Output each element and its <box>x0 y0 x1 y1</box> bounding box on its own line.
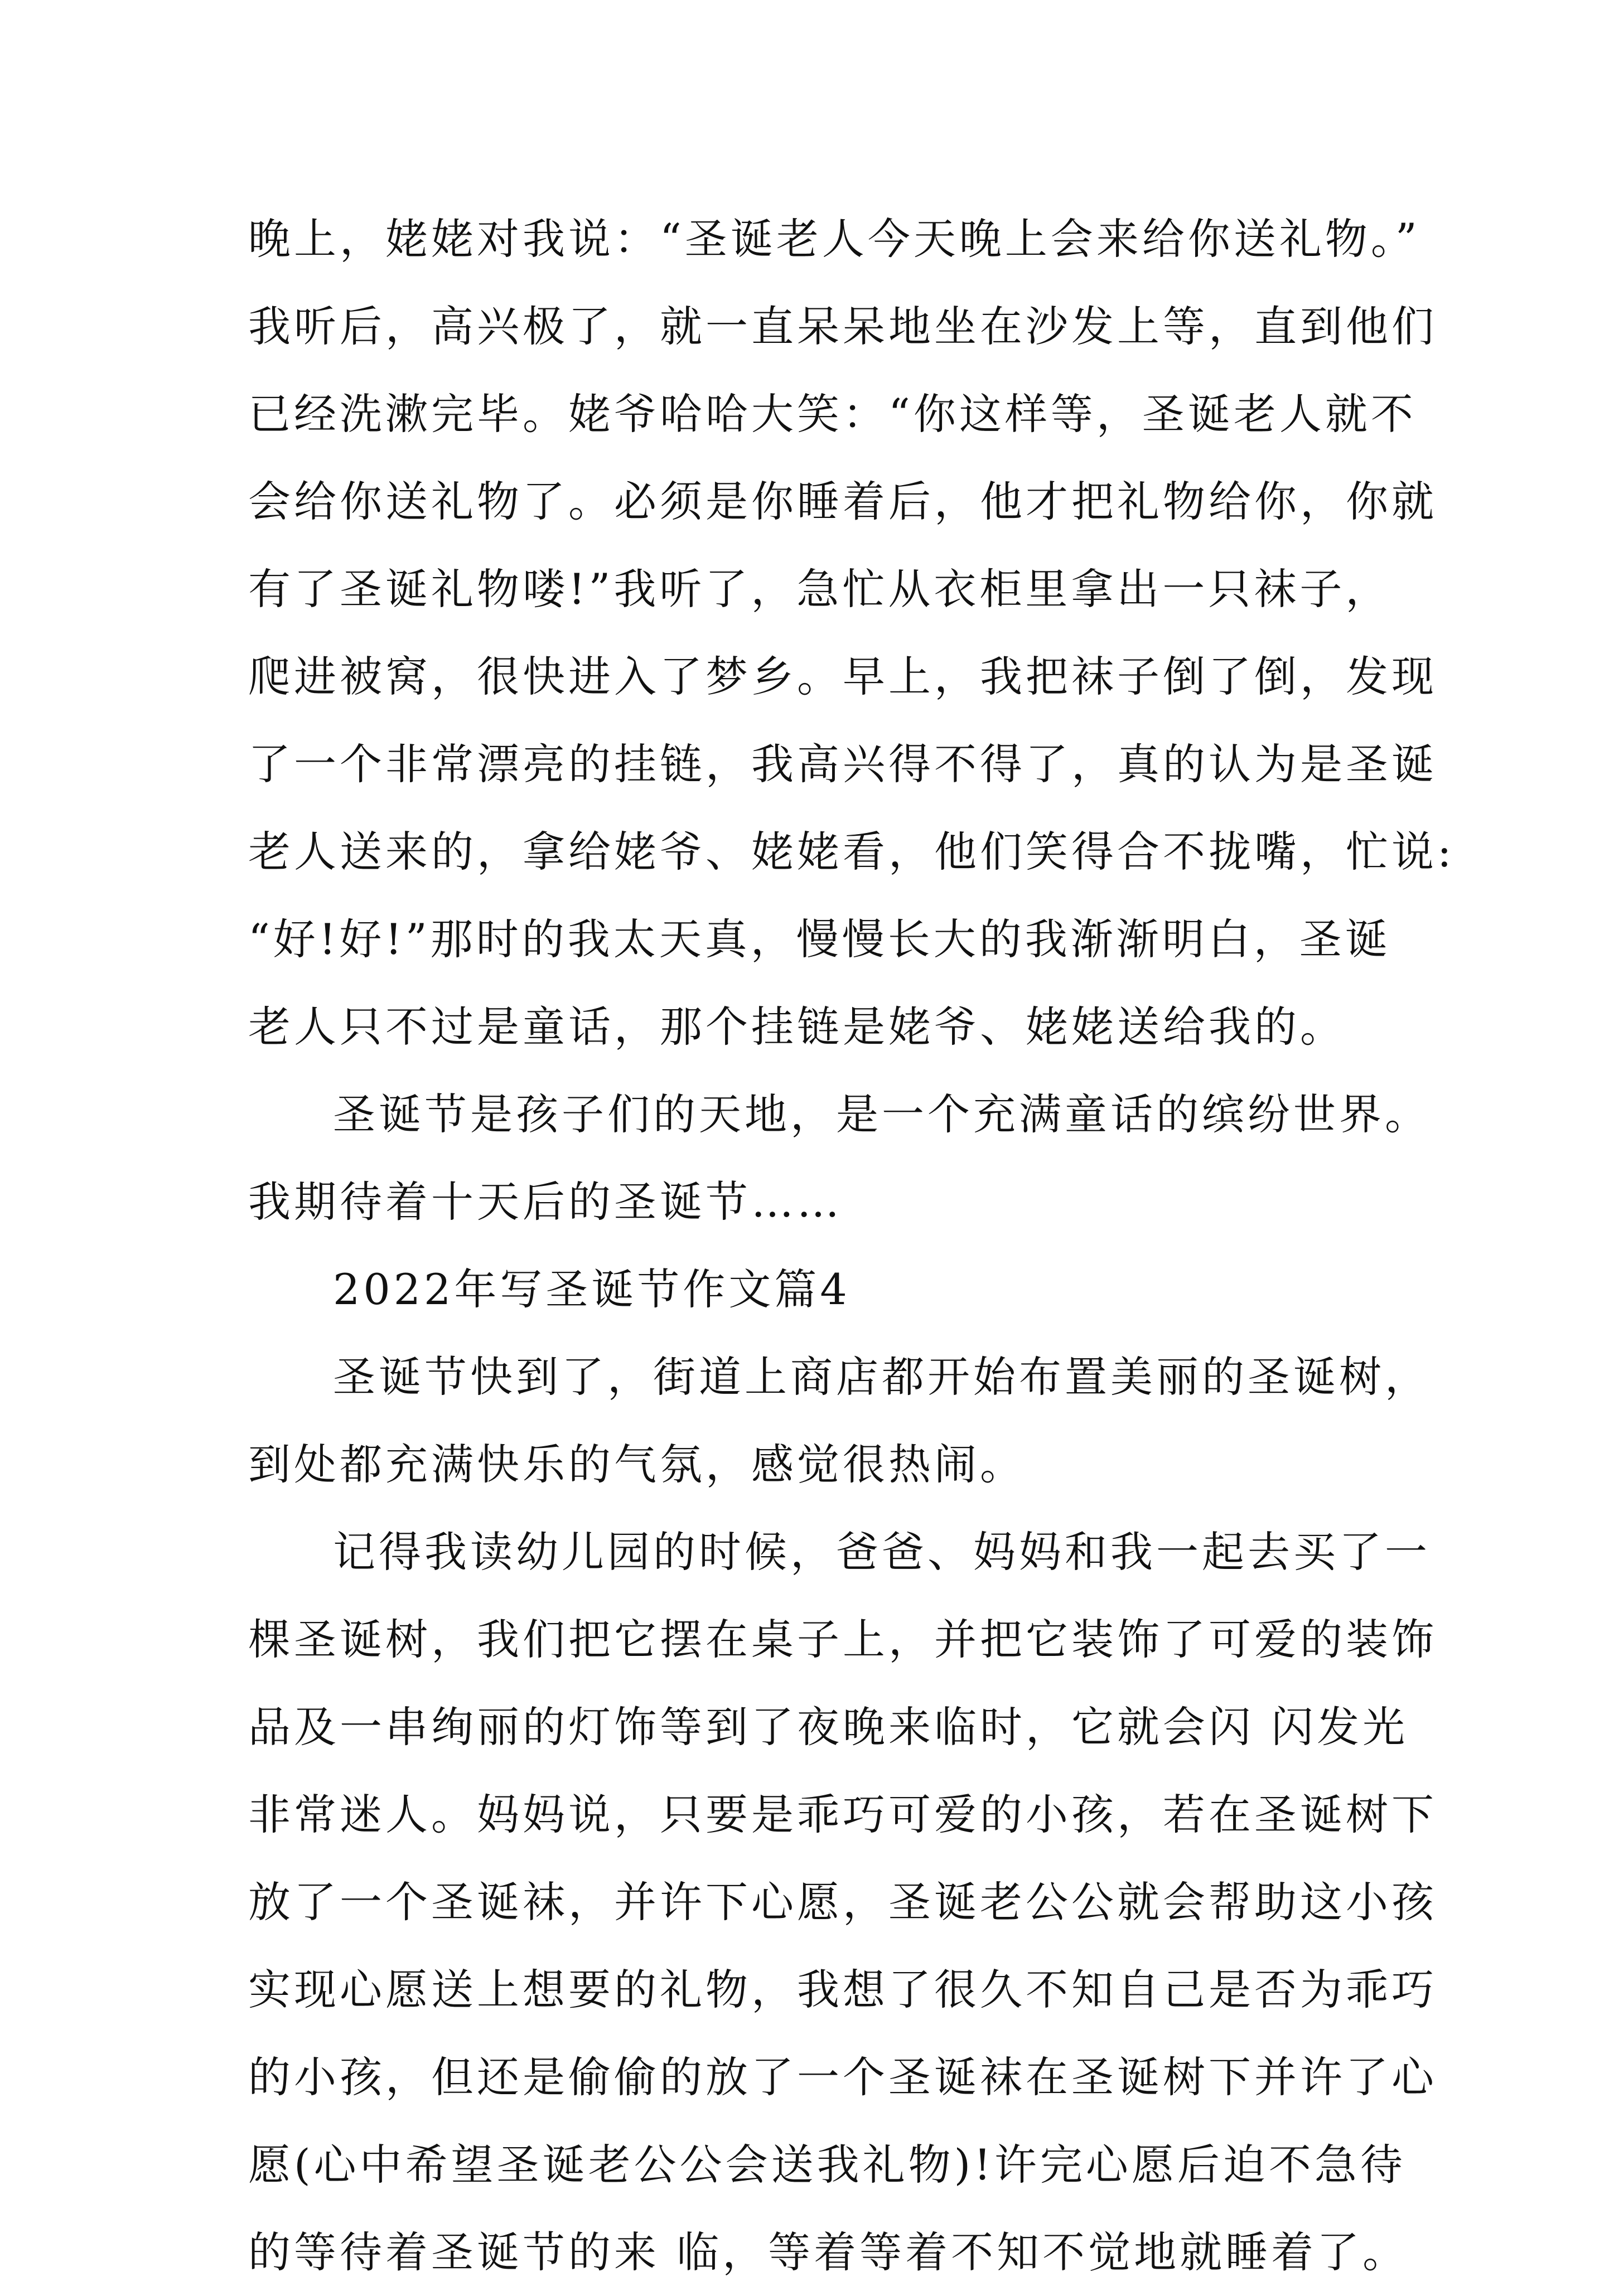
text-line-8: 老人送来的，拿给姥爷、姥姥看，他们笑得合不拢嘴，忙说: <box>248 827 1455 876</box>
document-body <box>248 195 1455 2296</box>
text-line-5: 有了圣诞礼物喽!”我听了，急忙从衣柜里拿出一只袜子， <box>248 564 1391 614</box>
section-heading: 2022年写圣诞节作文篇4 <box>333 1265 851 1314</box>
text-line-2: 我听后，高兴极了，就一直呆呆地坐在沙发上等，直到他们 <box>248 302 1437 351</box>
text-line-22: 的小孩，但还是偷偷的放了一个圣诞袜在圣诞树下并许了心 <box>248 2052 1437 2102</box>
text-line-10: 老人只不过是童话，那个挂链是姥爷、姥姥送给我的。 <box>248 1002 1346 1052</box>
text-line-4: 会给你送礼物了。必须是你睡着后，他才把礼物给你，你就 <box>248 477 1437 526</box>
text-line-15: 到处都充满快乐的气氛，感觉很热闹。 <box>248 1440 1026 1489</box>
text-line-17: 棵圣诞树，我们把它摆在桌子上，并把它装饰了可爱的装饰 <box>248 1615 1437 1664</box>
text-line-12: 我期待着十天后的圣诞节…… <box>248 1177 843 1227</box>
paragraph-start-line: 圣诞节是孩子们的天地，是一个充满童话的缤纷世界。 <box>333 1089 1431 1139</box>
text-line-23: 愿(心中希望圣诞老公公会送我礼物)!许完心愿后迫不急待 <box>248 2140 1406 2190</box>
text-line-24: 的等待着圣诞节的来 临，等着等着不知不觉地就睡着了。 <box>248 2227 1409 2277</box>
text-line-21: 实现心愿送上想要的礼物，我想了很久不知自己是否为乖巧 <box>248 1965 1437 2014</box>
text-line-1: 晚上，姥姥对我说：“圣诞老人今天晚上会来给你送礼物。” <box>248 214 1420 264</box>
text-line-20: 放了一个圣诞袜，并许下心愿，圣诞老公公就会帮助这小孩 <box>248 1877 1437 1927</box>
text-line-18: 品及一串绚丽的灯饰等到了夜晚来临时，它就会闪 闪发光 <box>248 1702 1409 1752</box>
text-line-3: 已经洗漱完毕。姥爷哈哈大笑：“你这样等，圣诞老人就不 <box>248 389 1417 439</box>
text-line-7: 了一个非常漂亮的挂链，我高兴得不得了，真的认为是圣诞 <box>248 739 1437 789</box>
paragraph-start-line: 圣诞节快到了，街道上商店都开始布置美丽的圣诞树， <box>333 1352 1431 1402</box>
text-line-6: 爬进被窝，很快进入了梦乡。早上，我把袜子倒了倒，发现 <box>248 652 1437 701</box>
paragraph-start-line: 记得我读幼儿园的时候，爸爸、妈妈和我一起去买了一 <box>333 1527 1431 1577</box>
text-line-9: “好!好!”那时的我太天真，慢慢长大的我渐渐明白，圣诞 <box>248 914 1391 964</box>
text-line-19: 非常迷人。妈妈说，只要是乖巧可爱的小孩，若在圣诞树下 <box>248 1790 1437 1839</box>
